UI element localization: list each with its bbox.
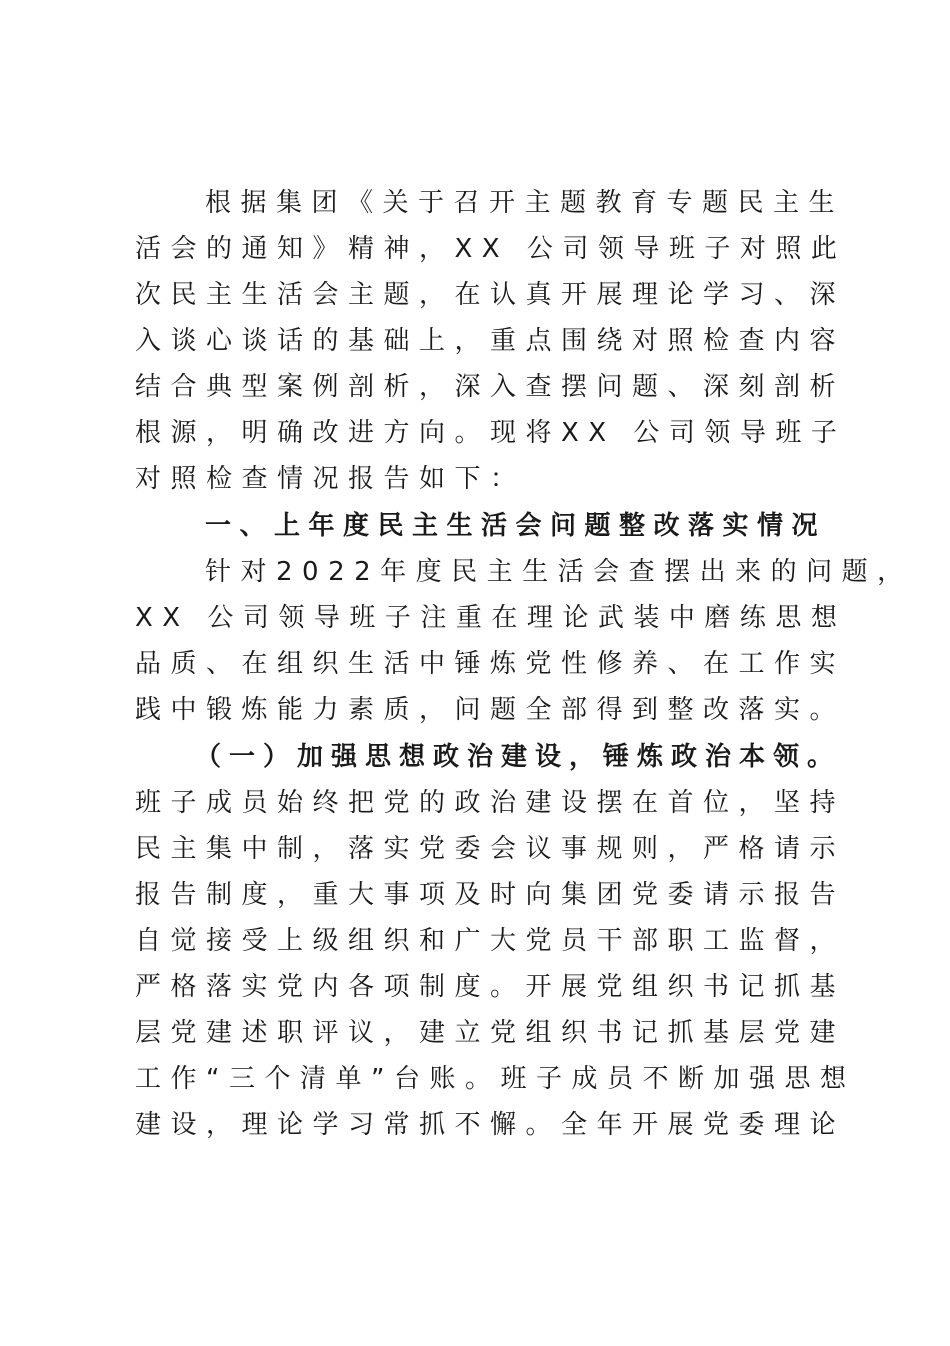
paragraph-line: 针对2022年度民主生活会查摆出来的问题，: [205, 557, 913, 587]
paragraph-line: 工作“三个清单”台账。班子成员不断加强思想: [135, 1064, 856, 1094]
paragraph-line: 层党建述职评议，建立党组织书记抓基层党建: [135, 1018, 846, 1048]
paragraph-line: XX 公司领导班子注重在理论武装中磨练思想: [135, 603, 847, 633]
paragraph-line: 品质、在组织生活中锤炼党性修养、在工作实: [135, 649, 846, 679]
paragraph-line: 活会的通知》精神，XX 公司领导班子对照此: [135, 234, 847, 264]
paragraph-line: 严格落实党内各项制度。开展党组织书记抓基: [135, 972, 846, 1002]
paragraph-line: 报告制度，重大事项及时向集团党委请示报告: [135, 880, 846, 910]
paragraph-line: 次民主生活会主题，在认真开展理论学习、深: [135, 280, 846, 310]
subheading: （一）加强思想政治建设，锤炼政治本领。: [195, 742, 842, 772]
paragraph-line: 对照检查情况报告如下：: [135, 464, 526, 494]
paragraph-line: 根源，明确改进方向。现将XX 公司领导班子: [135, 418, 847, 448]
paragraph-line: 践中锻炼能力素质，问题全部得到整改落实。: [135, 695, 846, 725]
paragraph-line: 民主集中制，落实党委会议事规则，严格请示: [135, 834, 846, 864]
paragraph-line: 班子成员始终把党的政治建设摆在首位，坚持: [135, 788, 846, 818]
paragraph-line: 根据集团《关于召开主题教育专题民主生: [205, 188, 845, 218]
paragraph-line: 结合典型案例剖析，深入查摆问题、深刻剖析: [135, 372, 846, 402]
section-heading: 一、上年度民主生活会问题整改落实情况: [205, 511, 827, 541]
paragraph-line: 入谈心谈话的基础上，重点围绕对照检查内容: [135, 326, 846, 356]
paragraph-line: 建设，理论学习常抓不懈。全年开展党委理论: [135, 1110, 846, 1140]
paragraph-line: 自觉接受上级组织和广大党员干部职工监督，: [135, 926, 846, 956]
